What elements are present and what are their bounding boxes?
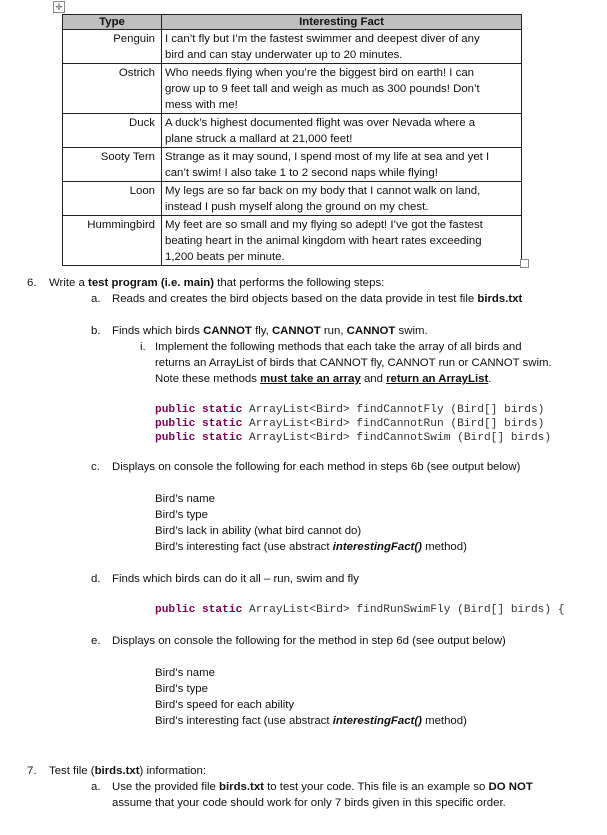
step-6c-fact-item: Bird’s interesting fact (use abstract interestingFact() method)	[155, 541, 467, 553]
step-7-number: 7.	[27, 765, 37, 777]
step-6c-item: Bird’s name	[155, 493, 215, 505]
bird-fact-cell	[162, 30, 522, 64]
step-6b-label: b.	[91, 325, 101, 337]
fact-line: A duck’s highest documented flight was over Nevada where a	[165, 117, 476, 129]
bird-fact-cell	[162, 216, 522, 266]
step-7a-line-1: Use the provided file birds.txt to test your code. This file is an example so DO NOT	[112, 781, 533, 793]
bird-type-cell: Duck	[63, 114, 162, 148]
step-6b-i-line-1: Implement the following methods that each take the array of all birds and	[155, 341, 522, 353]
step-6e-item: Bird’s type	[155, 683, 208, 695]
step-6a-text: Reads and creates the bird objects based on the data provide in test file birds.txt	[112, 293, 523, 305]
table-row	[63, 64, 522, 114]
step-6c-text: Displays on console the following for each method in steps 6b (see output below)	[112, 461, 521, 473]
table-row	[63, 182, 522, 216]
fact-line: 1,200 beats per minute.	[165, 251, 285, 263]
bird-fact-cell	[162, 182, 522, 216]
step-6a-label: a.	[91, 293, 101, 305]
fact-line: can’t swim! I also take 1 to 2 second naps while flying!	[165, 167, 438, 179]
step-6-number: 6.	[27, 277, 37, 289]
table-resize-handle[interactable]	[520, 259, 529, 268]
table-header-row	[63, 15, 522, 30]
code-find-cannot-fly: public static ArrayList<Bird> findCannotFly (Bird[] birds)	[155, 404, 545, 416]
fact-line: Strange as it may sound, I spend most of my life at sea and yet I	[165, 151, 490, 163]
step-6d-text: Finds which birds can do it all – run, swim and fly	[112, 573, 359, 585]
step-7a-label: a.	[91, 781, 101, 793]
bird-type-cell: Hummingbird	[63, 216, 162, 266]
bird-fact-cell	[162, 114, 522, 148]
header-type: Type	[63, 15, 162, 30]
bird-type-cell: Sooty Tern	[63, 148, 162, 182]
step-6e-item: Bird’s name	[155, 667, 215, 679]
step-6e-label: e.	[91, 635, 101, 647]
bird-type-cell: Penguin	[63, 30, 162, 64]
fact-line: mess with me!	[165, 99, 238, 111]
fact-line: bird and can stay underwater up to 20 minutes.	[165, 49, 403, 61]
step-7a-line-2: assume that your code should work for only 7 birds given in this specific order.	[112, 797, 506, 809]
step-6e-item: Bird’s speed for each ability	[155, 699, 295, 711]
step-6b-i-line-2: returns an ArrayList of birds that CANNOT fly, CANNOT run or CANNOT swim.	[155, 357, 552, 369]
step-6b-i-line-3: Note these methods must take an array and return an ArrayList.	[155, 373, 492, 385]
table-row	[63, 30, 522, 64]
code-find-run-swim-fly: public static ArrayList<Bird> findRunSwimFly (Bird[] birds) {	[155, 604, 565, 616]
table-row	[63, 114, 522, 148]
step-6-intro: Write a test program (i.e. main) that performs the following steps:	[49, 277, 385, 289]
step-6b-text: Finds which birds CANNOT fly, CANNOT run, CANNOT swim.	[112, 325, 428, 337]
fact-line: instead I push myself along the ground on my chest.	[165, 201, 429, 213]
fact-line: beating heart in the animal kingdom with heart rates exceeding	[165, 235, 482, 247]
step-6e-fact-item: Bird’s interesting fact (use abstract interestingFact() method)	[155, 715, 467, 727]
header-interesting-fact: Interesting Fact	[162, 15, 522, 30]
step-6c-label: c.	[91, 461, 100, 473]
step-6c-item: Bird’s type	[155, 509, 208, 521]
fact-line: Who needs flying when you’re the biggest bird on earth! I can	[165, 67, 474, 79]
fact-line: My legs are so far back on my body that I cannot walk on land,	[165, 185, 481, 197]
fact-line: I can’t fly but I’m the fastest swimmer and deepest diver of any	[165, 33, 480, 45]
table-row	[63, 216, 522, 266]
fact-line: plane struck a mallard at 21,000 feet!	[165, 133, 353, 145]
fact-line: grow up to 9 feet tall and weigh as much as 300 pounds! Don’t	[165, 83, 480, 95]
table-move-handle[interactable]: ✛	[53, 1, 65, 13]
table-row	[63, 148, 522, 182]
step-6e-text: Displays on console the following for the method in step 6d (see output below)	[112, 635, 506, 647]
bird-type-cell: Ostrich	[63, 64, 162, 114]
step-6c-item: Bird’s lack in ability (what bird cannot do)	[155, 525, 362, 537]
fact-line: My feet are so small and my flying so adept! I’ve got the fastest	[165, 219, 483, 231]
bird-fact-cell	[162, 64, 522, 114]
bird-fact-cell	[162, 148, 522, 182]
bird-facts-table	[62, 14, 522, 266]
step-7-intro: Test file (birds.txt) information:	[49, 765, 206, 777]
step-6b-i-label: i.	[140, 341, 146, 353]
bird-type-cell: Loon	[63, 182, 162, 216]
code-find-cannot-run: public static ArrayList<Bird> findCannotRun (Bird[] birds)	[155, 418, 545, 430]
code-find-cannot-swim: public static ArrayList<Bird> findCannotSwim (Bird[] birds)	[155, 432, 552, 444]
step-6d-label: d.	[91, 573, 101, 585]
